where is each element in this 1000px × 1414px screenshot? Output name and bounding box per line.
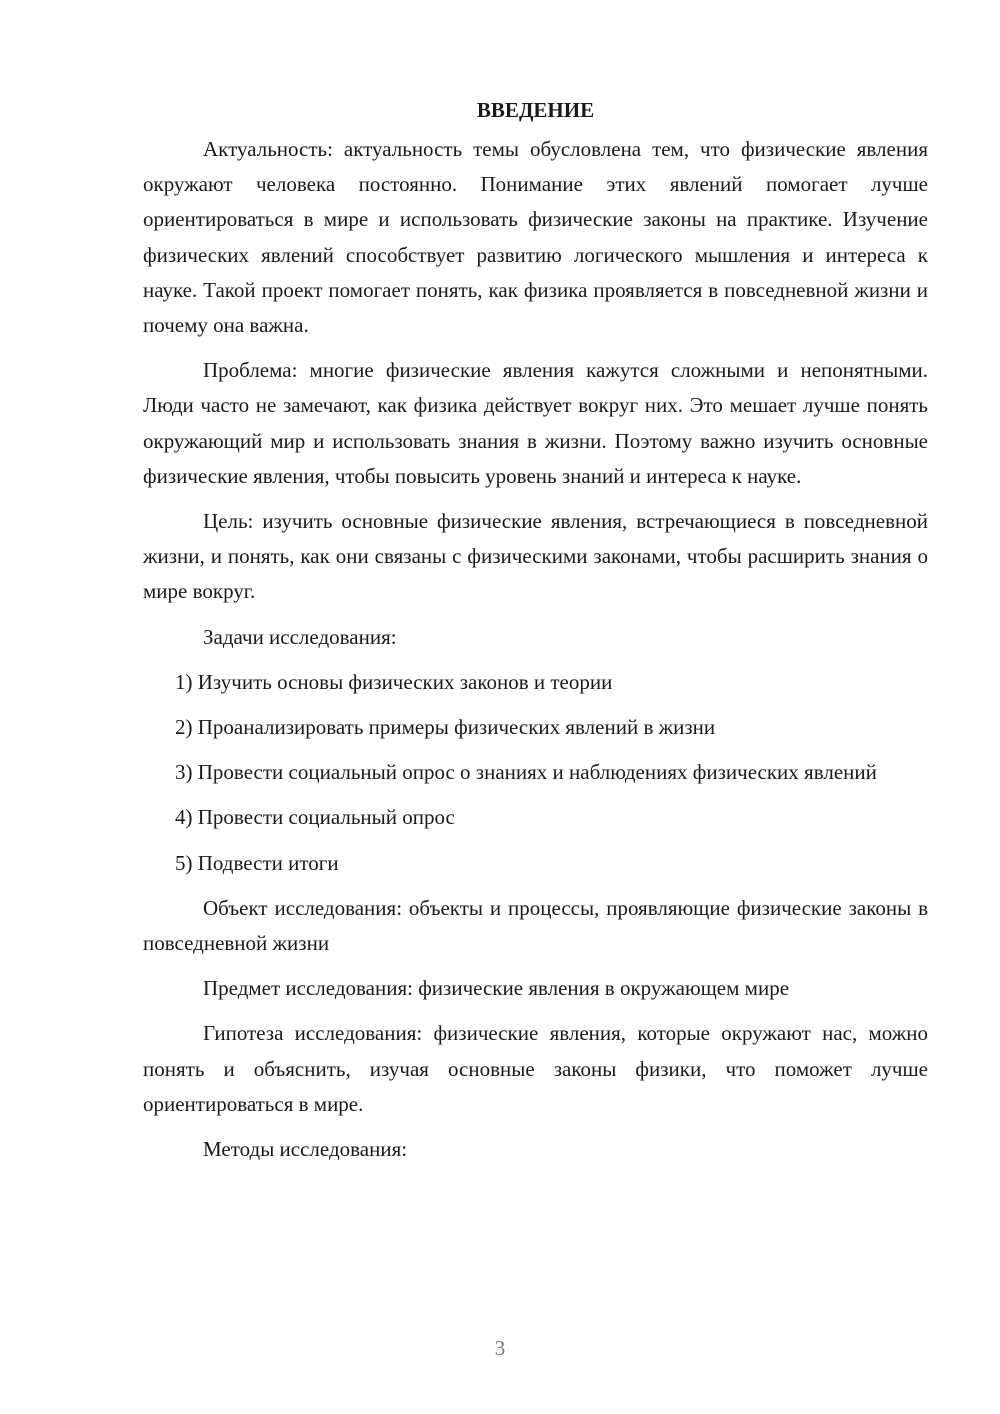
goal-paragraph: Цель: изучить основные физические явления, встречающиеся в повседневной жизни, и понять, как они связаны с физическими законами, чтобы расширить знания о мире вокруг. [143,509,928,604]
list-item: 3) Провести социальный опрос о знаниях и наблюдениях физических явлений [175,760,877,785]
page-number: 3 [494,1336,506,1360]
subject-paragraph: Предмет исследования: физические явления в окружающем мире [203,976,790,1001]
section-title: ВВЕДЕНИЕ [476,98,595,122]
list-item: 4) Провести социальный опрос [175,805,455,830]
problem-paragraph: Проблема: многие физические явления кажутся сложными и непонятными. Люди часто не замечают, как физика действует вокруг них. Это мешает лучше понять окружающий мир и использовать знания в жизни. Поэтому важно изучить основные физические явления, чтобы повысить уровень знаний и интереса к науке. [143,358,928,488]
list-item: 2) Проанализировать примеры физических явлений в жизни [175,715,716,740]
hypothesis-paragraph: Гипотеза исследования: физические явления, которые окружают нас, можно понять и объяснить, изучая основные законы физики, что поможет лучше ориентироваться в мире. [143,1021,928,1116]
methods-heading: Методы исследования: [203,1137,408,1162]
document-page [143,92,928,1177]
tasks-heading: Задачи исследования: [203,624,397,649]
relevance-paragraph: Актуальность: актуальность темы обусловлена тем, что физические явления окружают человека постоянно. Понимание этих явлений помогает лучше ориентироваться в мире и использовать физические законы на практике. Изучение физических явлений способствует развитию логического мышления и интереса к науке. Такой проект помогает понять, как физика проявляется в повседневной жизни и почему она важна. [143,137,928,338]
list-item: 1) Изучить основы физических законов и теории [175,669,613,694]
object-paragraph: Объект исследования: объекты и процессы, проявляющие физические законы в повседневной жизни [143,895,928,956]
list-item: 5) Подвести итоги [175,850,339,875]
